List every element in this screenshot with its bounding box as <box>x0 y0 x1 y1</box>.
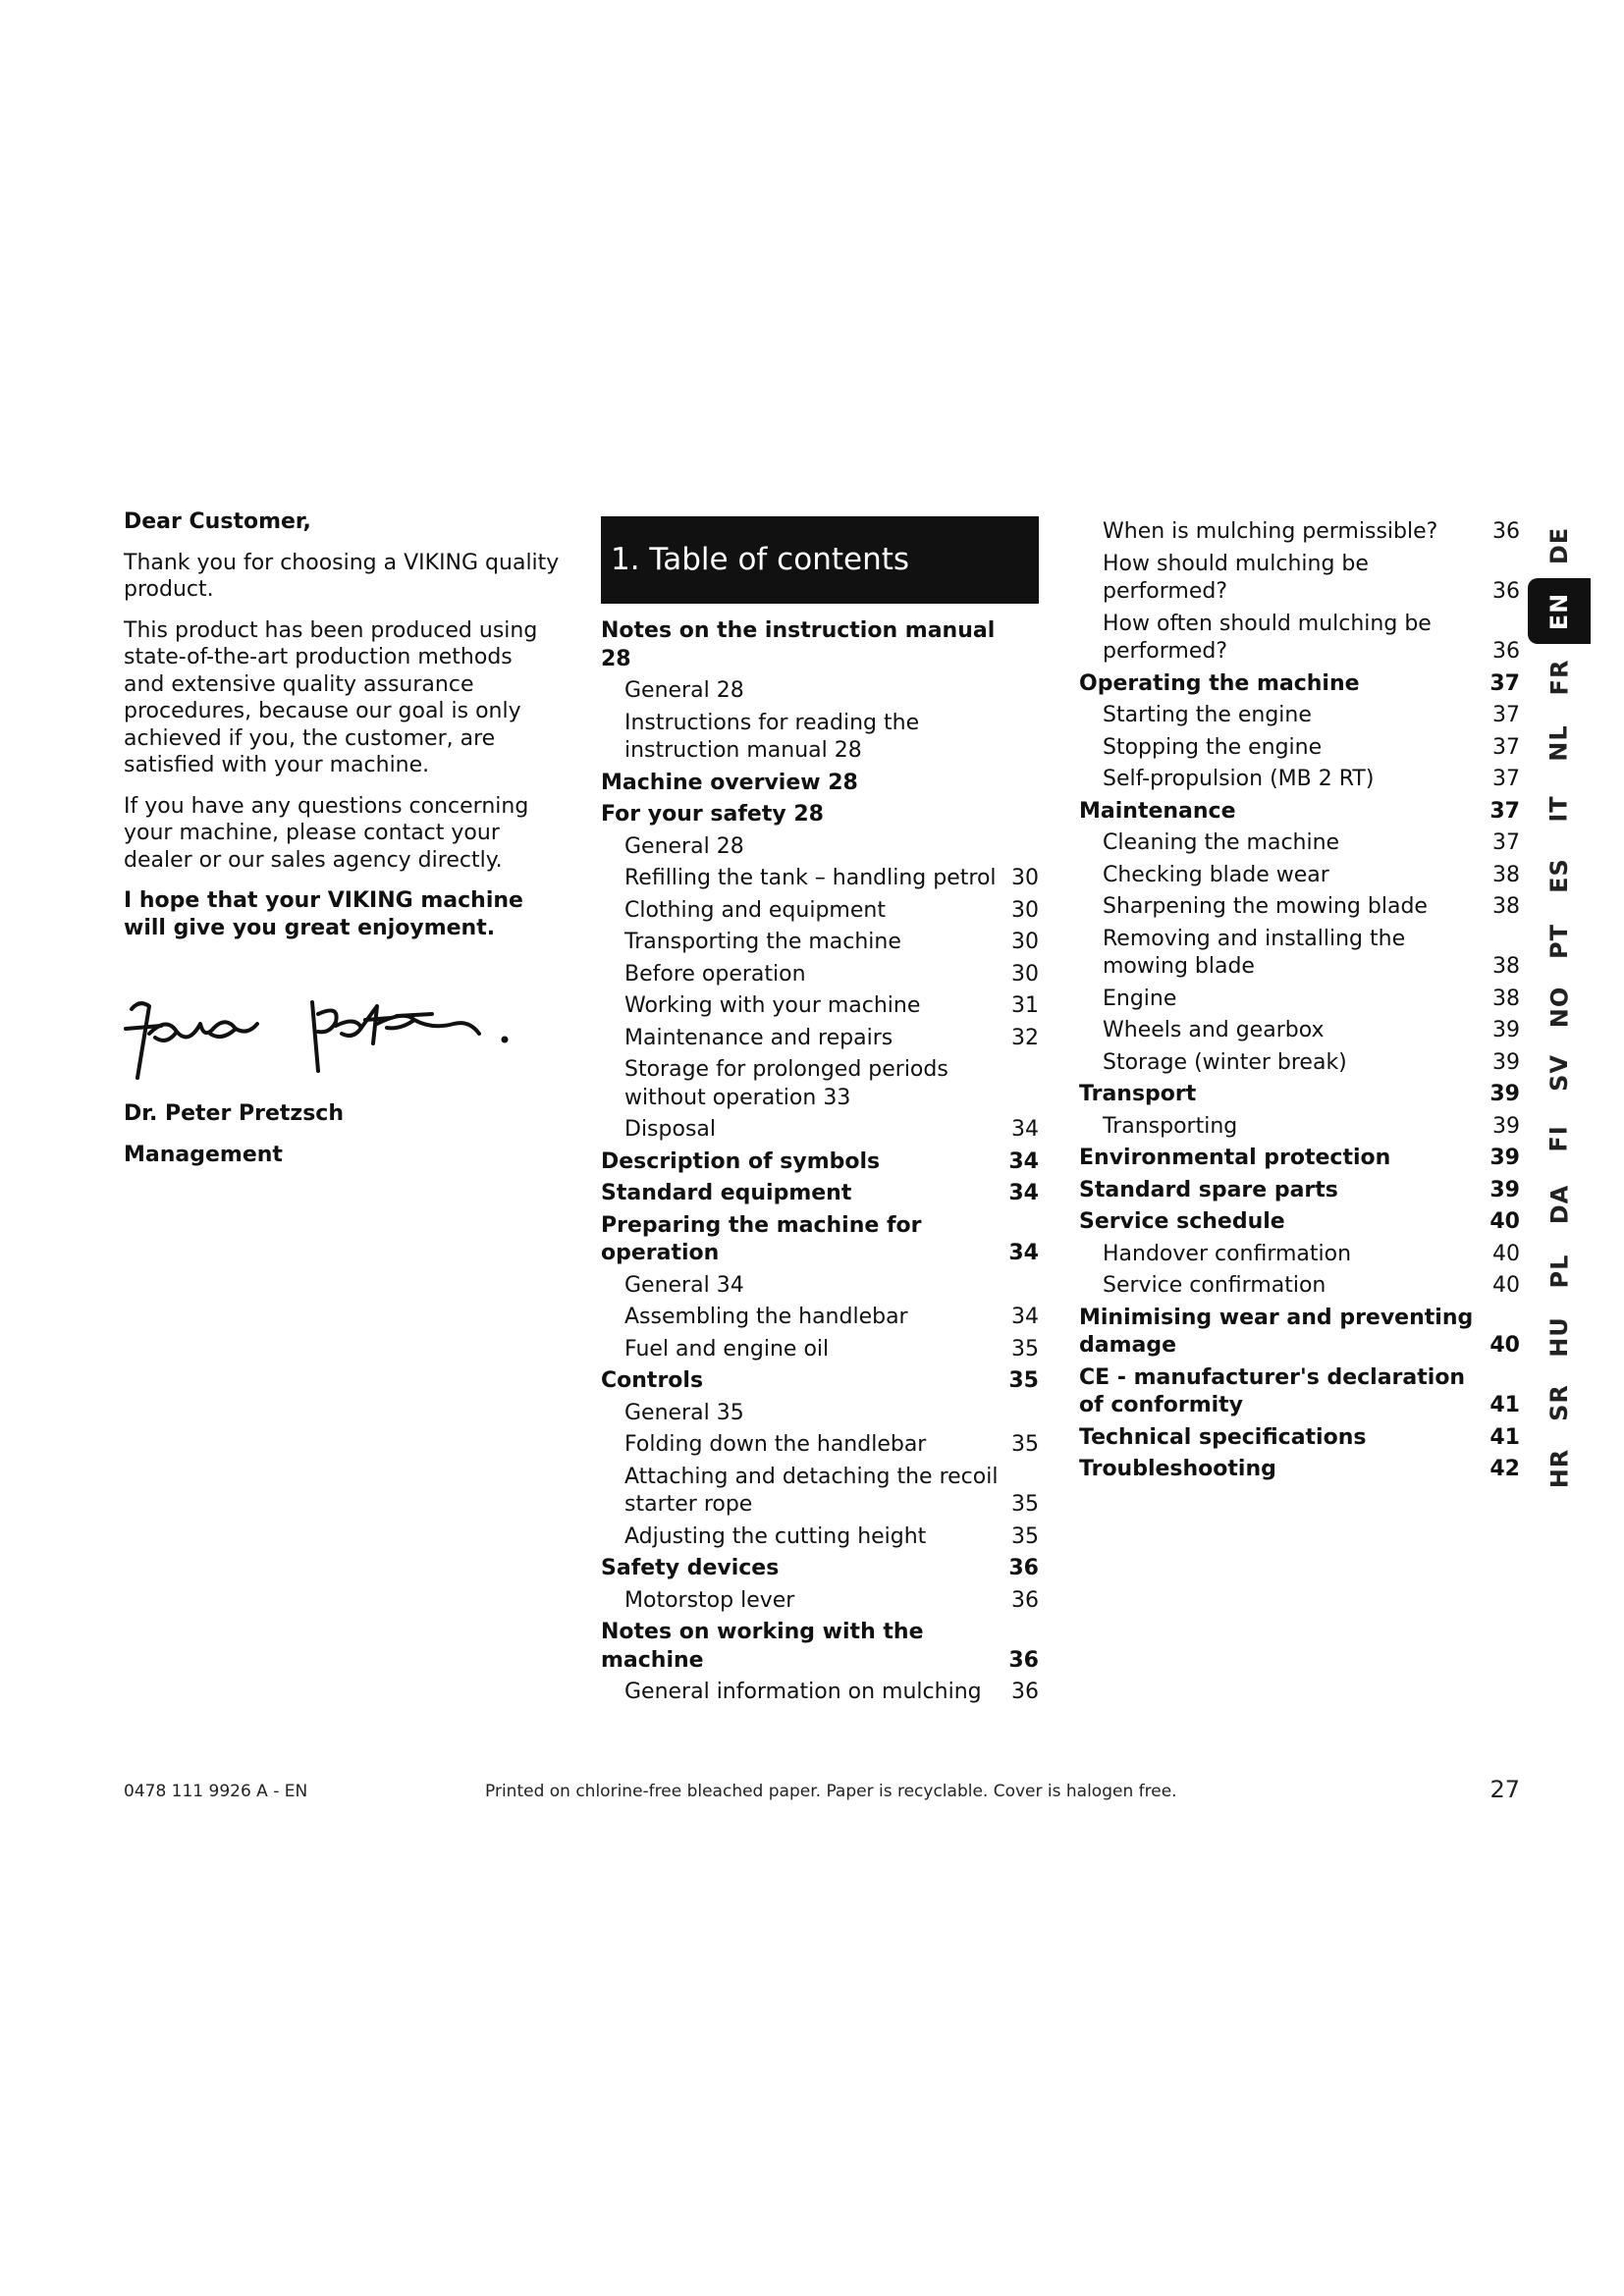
toc-entry-title: Clothing and equipment <box>624 897 886 923</box>
toc-entry-page: 40 <box>1489 1333 1520 1358</box>
toc-entry <box>601 1677 1039 1709</box>
toc-entry-title: CE - manufacturer's declaration of conformity <box>1079 1364 1466 1417</box>
toc-entry <box>601 1365 1039 1398</box>
language-tab-fr <box>1528 644 1591 710</box>
toc-entry-title: Standard equipment <box>601 1181 852 1205</box>
toc-entry <box>1079 668 1520 701</box>
toc-entry <box>601 1522 1039 1554</box>
toc-entry-title: Before operation <box>624 961 806 987</box>
toc-entry-title: Assembling the handlebar <box>624 1305 908 1329</box>
toc-entry-title: Removing and installing the mowing blade <box>1103 926 1406 979</box>
toc-entry-page: 32 <box>1011 1025 1039 1050</box>
language-tab-label: NL <box>1544 724 1573 762</box>
toc-entry-page: 36 <box>1008 1556 1039 1580</box>
toc-entry-page: 34 <box>1008 1148 1039 1174</box>
toc-entry-page: 37 <box>1492 830 1520 855</box>
language-tab-it <box>1528 776 1591 842</box>
toc-entry <box>1079 1206 1520 1239</box>
toc-entry-title: Technical specifications <box>1079 1424 1367 1450</box>
toc-entry-page: 36 <box>1008 1647 1039 1673</box>
toc-entry-title: Machine overview 28 <box>601 770 858 795</box>
toc-entry-page: 34 <box>1011 1117 1039 1142</box>
toc-entry-page: 34 <box>1008 1181 1039 1205</box>
toc-column-2 <box>1079 516 1520 1486</box>
toc-entry-page: 41 <box>1489 1424 1520 1450</box>
toc-entry-title: General 34 <box>624 1272 744 1298</box>
toc-entry-title: General 28 <box>624 833 744 859</box>
toc-entry <box>601 1210 1039 1270</box>
toc-entry <box>601 927 1039 959</box>
toc-entry-title: Stopping the engine <box>1103 734 1323 760</box>
toc-entry-page: 36 <box>1011 1587 1039 1613</box>
toc-entry-page: 40 <box>1492 1241 1520 1266</box>
toc-entry <box>1079 732 1520 765</box>
toc-entry-title: Transporting the machine <box>624 930 901 954</box>
toc-entry <box>1079 1015 1520 1047</box>
toc-entry <box>1079 796 1520 828</box>
toc-entry <box>601 990 1039 1023</box>
toc-entry <box>601 1054 1039 1114</box>
toc-entry-title: Sharpening the mowing blade <box>1103 894 1428 919</box>
toc-entry-title: Notes on working with the machine <box>601 1620 924 1673</box>
toc-entry <box>601 959 1039 991</box>
toc-entry-title: Controls <box>601 1368 704 1393</box>
toc-entry-page: 37 <box>1492 767 1520 791</box>
toc-entry <box>601 675 1039 708</box>
letter-salutation: Dear Customer, <box>124 509 311 534</box>
toc-entry <box>1079 1362 1520 1422</box>
document-code: 0478 111 9926 A - EN <box>124 1782 308 1801</box>
toc-entry-title: Storage for prolonged periods without operation 33 <box>624 1057 948 1110</box>
toc-entry-title: Safety devices <box>601 1556 780 1580</box>
toc-entry-page: 37 <box>1492 703 1520 727</box>
toc-entry <box>601 1429 1039 1462</box>
toc-entry-title: Handover confirmation <box>1103 1241 1352 1266</box>
language-tab-label: SR <box>1544 1384 1573 1421</box>
toc-entry <box>1079 549 1520 609</box>
toc-entry-page: 42 <box>1489 1457 1520 1481</box>
toc-entry-page: 39 <box>1492 1049 1520 1075</box>
toc-entry-title: Minimising wear and preventing damage <box>1079 1305 1474 1358</box>
toc-entry-title: Transporting <box>1103 1113 1238 1139</box>
toc-entry-page: 30 <box>1011 866 1039 890</box>
language-tab-label: NO <box>1545 986 1573 1029</box>
toc-entry-title: General information on mulching <box>624 1680 982 1704</box>
toc-entry <box>601 1023 1039 1055</box>
language-tab-hr <box>1528 1436 1591 1502</box>
toc-entry-title: Transport <box>1079 1082 1197 1106</box>
toc-entry-title: Cleaning the machine <box>1103 830 1340 855</box>
language-tab-pl <box>1528 1238 1591 1304</box>
toc-entry-title: Instructions for reading the instruction manual 28 <box>624 710 920 763</box>
toc-entry <box>1079 1143 1520 1175</box>
toc-entry <box>601 708 1039 768</box>
toc-entry <box>1079 924 1520 984</box>
toc-entry <box>1079 1270 1520 1303</box>
toc-entry <box>601 1178 1039 1210</box>
toc-entry <box>601 895 1039 928</box>
letter-paragraph-3: If you have any questions concerning your machine, please contact your dealer or our sales agency directly. <box>124 793 529 873</box>
toc-entry <box>1079 516 1520 549</box>
toc-entry-page: 37 <box>1489 670 1520 696</box>
toc-entry <box>601 1617 1039 1677</box>
language-tab-hu <box>1528 1304 1591 1369</box>
toc-entry-title: Self-propulsion (MB 2 RT) <box>1103 767 1375 791</box>
toc-entry <box>601 1270 1039 1303</box>
language-tab-label: SV <box>1544 1054 1573 1093</box>
toc-entry-title: For your safety 28 <box>601 802 824 827</box>
language-tab-sv <box>1528 1041 1591 1106</box>
toc-entry <box>1079 1422 1520 1455</box>
toc-entry <box>1079 700 1520 732</box>
toc-entry-title: Starting the engine <box>1103 703 1312 727</box>
language-tab-label: ES <box>1545 857 1573 893</box>
signatory-position: Management <box>124 1142 283 1167</box>
toc-entry-page: 36 <box>1492 639 1520 664</box>
toc-entry-page: 39 <box>1489 1082 1520 1106</box>
toc-entry-page: 30 <box>1011 961 1039 987</box>
toc-entry-page: 30 <box>1011 930 1039 954</box>
language-tab-label: DE <box>1544 526 1573 564</box>
toc-entry-title: Operating the machine <box>1079 670 1360 696</box>
toc-entry-title: Folding down the handlebar <box>624 1432 927 1457</box>
toc-entry-title: Attaching and detaching the recoil starter rope <box>624 1464 999 1517</box>
toc-entry-page: 40 <box>1492 1273 1520 1298</box>
toc-entry <box>601 768 1039 800</box>
toc-entry <box>601 1147 1039 1179</box>
toc-entry-page: 35 <box>1011 1432 1039 1457</box>
letter-paragraph-2: This product has been produced using state-of-the-art production methods and extensive quality assurance procedures, because our goal is only achieved if you, the customer, are satisfied with your machine. <box>124 617 538 777</box>
toc-entry <box>1079 1047 1520 1080</box>
toc-entry-page: 38 <box>1492 986 1520 1011</box>
toc-entry-title: Checking blade wear <box>1103 862 1329 887</box>
toc-entry <box>1079 1111 1520 1144</box>
letter-paragraph-4: I hope that your VIKING machine will give you great enjoyment. <box>124 888 523 940</box>
toc-entry-title: Notes on the instruction manual 28 <box>601 618 996 671</box>
toc-entry-title: Description of symbols <box>601 1148 881 1174</box>
customer-letter <box>124 508 560 1182</box>
toc-entry-page: 31 <box>1011 993 1039 1018</box>
toc-entry <box>601 831 1039 864</box>
toc-entry-title: Disposal <box>624 1117 716 1142</box>
language-tab-label: DA <box>1545 1185 1573 1225</box>
language-tab-label: HR <box>1544 1448 1573 1489</box>
toc-entry-page: 39 <box>1489 1177 1520 1202</box>
toc-entry-title: Fuel and engine oil <box>624 1336 830 1362</box>
toc-entry <box>1079 984 1520 1016</box>
toc-entry <box>601 1553 1039 1585</box>
signatory-name: Dr. Peter Pretzsch <box>124 1101 344 1126</box>
page-number: 27 <box>1489 1776 1520 1803</box>
language-tabs <box>1528 512 1591 1502</box>
language-tab-label: IT <box>1545 795 1573 823</box>
toc-entry-page: 34 <box>1011 1305 1039 1329</box>
toc-entry <box>1079 609 1520 668</box>
toc-entry-page: 30 <box>1011 897 1039 923</box>
toc-entry <box>1079 1079 1520 1111</box>
toc-entry-title: Storage (winter break) <box>1103 1049 1347 1075</box>
language-tab-label: EN <box>1544 592 1573 631</box>
language-tab-label: PT <box>1545 923 1573 959</box>
toc-entry-page: 37 <box>1492 734 1520 760</box>
toc-entry-page: 39 <box>1492 1018 1520 1042</box>
handwritten-signature <box>120 955 560 1093</box>
toc-entry-page: 39 <box>1492 1113 1520 1139</box>
language-tab-label: FR <box>1545 659 1573 696</box>
toc-entry <box>601 1398 1039 1430</box>
toc-entry-page: 38 <box>1492 894 1520 919</box>
toc-entry-page: 34 <box>1008 1241 1039 1265</box>
toc-entry <box>1079 1175 1520 1207</box>
toc-entry <box>1079 860 1520 892</box>
toc-list-2 <box>1079 516 1520 1486</box>
language-tab-da <box>1528 1172 1591 1238</box>
toc-entry <box>601 1462 1039 1522</box>
toc-entry <box>601 1302 1039 1334</box>
language-tab-label: FI <box>1544 1125 1573 1152</box>
toc-entry-title: Service schedule <box>1079 1209 1285 1234</box>
language-tab-es <box>1528 842 1591 908</box>
language-tab-de <box>1528 512 1591 578</box>
toc-entry-title: Environmental protection <box>1079 1146 1391 1170</box>
toc-entry-page: 35 <box>1011 1523 1039 1549</box>
paper-note: Printed on chlorine-free bleached paper. Paper is recyclable. Cover is halogen free. <box>485 1782 1177 1801</box>
toc-entry-page: 41 <box>1489 1393 1520 1417</box>
language-tab-label: PL <box>1544 1254 1573 1289</box>
toc-entry-title: Working with your machine <box>624 993 921 1018</box>
toc-entry-title: Engine <box>1103 986 1177 1011</box>
toc-entry <box>1079 828 1520 860</box>
toc-entry <box>601 799 1039 831</box>
toc-entry-page: 36 <box>1011 1680 1039 1704</box>
toc-entry-title: Motorstop lever <box>624 1587 795 1613</box>
language-tab-sr <box>1528 1369 1591 1435</box>
toc-entry-title: Refilling the tank – handling petrol <box>624 866 997 890</box>
toc-entry <box>601 863 1039 895</box>
toc-entry-title: General 28 <box>624 678 744 703</box>
letter-paragraph-1: Thank you for choosing a VIKING quality product. <box>124 550 560 602</box>
toc-entry-title: Standard spare parts <box>1079 1177 1338 1202</box>
toc-entry-title: When is mulching permissible? <box>1103 519 1438 544</box>
toc-entry-title: Adjusting the cutting height <box>624 1523 927 1549</box>
toc-entry <box>601 615 1039 675</box>
toc-entry-page: 37 <box>1489 798 1520 824</box>
language-tab-pt <box>1528 908 1591 974</box>
toc-entry <box>1079 891 1520 924</box>
toc-entry-title: Service confirmation <box>1103 1273 1326 1298</box>
toc-entry-title: Maintenance and repairs <box>624 1025 893 1050</box>
language-tab-fi <box>1528 1106 1591 1172</box>
page-footer <box>124 1776 1520 1811</box>
toc-entry-page: 35 <box>1011 1492 1039 1517</box>
language-tab-label: HU <box>1544 1316 1573 1358</box>
language-tab-nl <box>1528 711 1591 776</box>
toc-entry <box>601 1114 1039 1147</box>
toc-entry-page: 39 <box>1489 1146 1520 1170</box>
toc-entry-page: 35 <box>1011 1336 1039 1362</box>
toc-entry <box>601 1585 1039 1618</box>
toc-entry-page: 38 <box>1492 862 1520 887</box>
toc-entry-title: General 35 <box>624 1400 744 1425</box>
toc-entry-title: How should mulching be performed? <box>1103 551 1369 604</box>
toc-heading: 1. Table of contents <box>601 516 1039 604</box>
toc-entry <box>1079 1239 1520 1271</box>
toc-entry-title: Wheels and gearbox <box>1103 1018 1325 1042</box>
toc-entry-page: 40 <box>1489 1209 1520 1234</box>
toc-entry-page: 35 <box>1008 1368 1039 1393</box>
toc-column-1 <box>601 516 1039 1709</box>
toc-entry-title: Preparing the machine for operation <box>601 1212 922 1265</box>
toc-entry-page: 36 <box>1492 519 1520 544</box>
toc-entry-title: Maintenance <box>1079 798 1236 824</box>
toc-entry <box>1079 764 1520 796</box>
language-tab-en <box>1528 578 1591 644</box>
toc-entry-title: How often should mulching be performed? <box>1103 611 1432 664</box>
toc-entry <box>1079 1303 1520 1362</box>
toc-entry <box>1079 1454 1520 1486</box>
toc-entry-page: 36 <box>1492 579 1520 604</box>
language-tab-no <box>1528 974 1591 1040</box>
toc-entry-page: 38 <box>1492 954 1520 979</box>
toc-list-1 <box>601 615 1039 1709</box>
toc-entry-title: Troubleshooting <box>1079 1457 1276 1481</box>
toc-entry <box>601 1334 1039 1366</box>
